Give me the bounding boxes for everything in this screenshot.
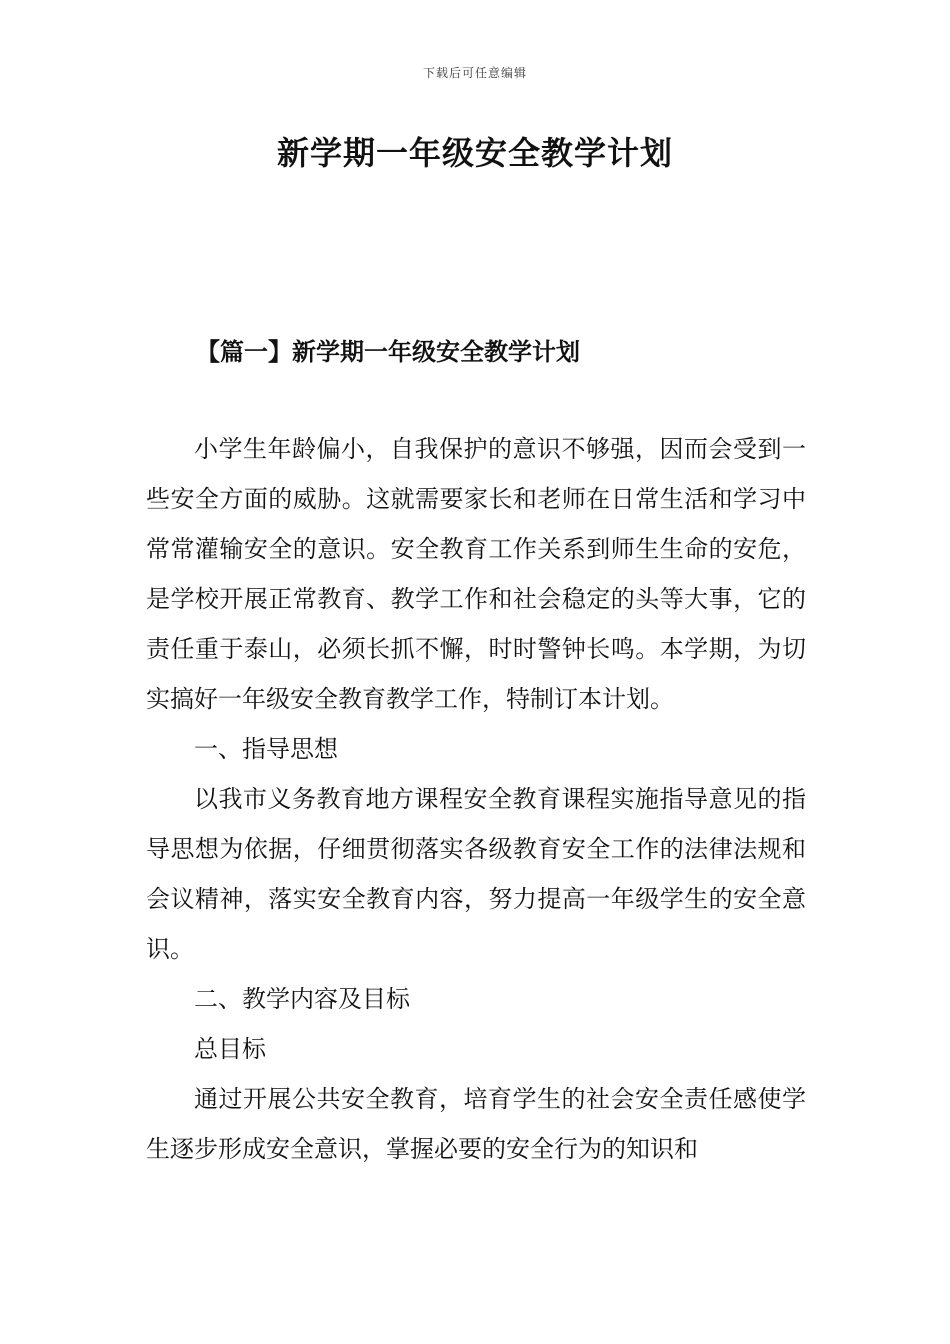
heading-overall-goal: 总目标 [194,1035,266,1063]
header-note: 下载后可任意编辑 [422,66,527,80]
intro-paragraph: 小学生年龄偏小，自我保护的意识不够强，因而会受到一些安全方面的威胁。这就需要家长和老师在日常生活和学习中常常灌输安全的意识。安全教育工作关系到师生生命的安危，是学校开展正常教育、教学工作和社会稳定的头等大事，它的责任重于泰山，必须长抓不懈，时时警钟长鸣。本学期，为切实搞好一年级安全教育教学工作，特制订本计划。 [146,435,806,713]
document-body [146,424,806,1174]
heading-content-and-goals: 二、教学内容及目标 [194,985,410,1013]
guiding-ideology-paragraph: 以我市义务教育地方课程安全教育课程实施指导意见的指导思想为依据，仔细贯彻落实各级教育安全工作的法律法规和会议精神，落实安全教育内容，努力提高一年级学生的安全意识。 [146,785,806,963]
document-title: 新学期一年级安全教学计划 [276,134,673,172]
section-heading: 【篇一】新学期一年级安全教学计划 [196,337,580,366]
heading-guiding-ideology: 一、指导思想 [194,735,338,763]
overall-goal-paragraph: 通过开展公共安全教育，培育学生的社会安全责任感使学生逐步形成安全意识，掌握必要的安全行为的知识和 [146,1085,806,1163]
